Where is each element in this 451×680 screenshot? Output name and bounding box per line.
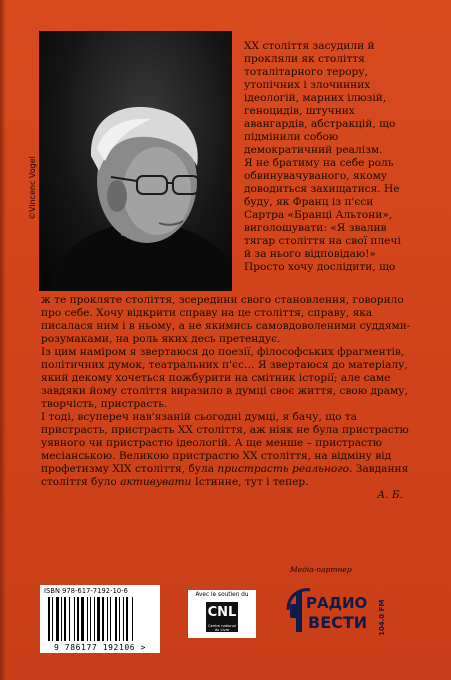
media-partner-label: Медіа-партнер: [290, 565, 352, 574]
paragraph: Я не братиму на себе роль обвинувачуваного, якому доводиться захищатися. Не буду, як Франц із п'єси Сартра «Бранці Альтони», виголошувати: «Я звалив тягар століття на свої плечі й за нього відповідаю!» Просто хочу дослідити, що: [244, 157, 401, 273]
barcode-bars: [48, 597, 152, 641]
paragraph: Із цим наміром я звертаюся до поезії, філософських фрагментів, політичних думок, театральних п'єс… Я звертаюся до матеріалу, який декому хочеться пожбурити на смітник історії; але саме завдяки йому століття виразило в думці своє життя, свою драму, творчість, пристрасть.: [41, 346, 408, 410]
paragraph: ж те прокляте століття, зсередини свого становлення, говорило про себе. Хочу відкрити справу на це століття, справу, яка писалася ним і в ньому, а не якимись самовдоволеними суддями-розумаками, на роль яких десь претендує.: [41, 294, 411, 345]
svg-text:104.0 FM: 104.0 FM: [378, 599, 386, 636]
barcode: [40, 585, 160, 653]
top-right-text: [244, 40, 402, 274]
cnl-logo: CNL: [206, 602, 238, 632]
barcode-number: 9 786177 192106 >: [53, 643, 147, 652]
main-text: [41, 294, 413, 502]
svg-text:ВЕСТИ: ВЕСТИ: [308, 613, 368, 632]
cnl-logo-box: [188, 590, 256, 638]
cnl-support-text: Avec le soutien du: [195, 592, 249, 598]
radio-vesti-logo: [286, 580, 396, 646]
isbn: ISBN 978-617-7192-10-6: [44, 587, 128, 595]
author-photo: [39, 31, 232, 291]
paragraph: XX століття засудили й прокляли як століття тоталітарного терору, утопічних і злочинних ідеологій, марних ілюзій, геноцидів, штучних авангардів, абстракцій, що підмінили собою демократичний реалізм.: [244, 40, 396, 156]
signature: А. Б.: [377, 489, 403, 501]
cnl-caption: Centre national du Livre: [208, 624, 236, 632]
photo-credit: ©Vincenc Vogel: [28, 156, 37, 220]
svg-text:РАДИО: РАДИО: [306, 594, 368, 612]
paragraph: І тоді, всупереч нав'язаній сьогодні думці, я бачу, що та пристрасть, пристрасть XX століття, аж ніяк не була пристрастю уявного чи пристрастю ідеологій. А ще менше – пристрастю месіанською. Великою пристрастю XX століття, на відміну від профетизму XIX століття, була пристрасть реального. Завдання століття було активувати Істинне, тут і тепер.: [41, 411, 409, 488]
